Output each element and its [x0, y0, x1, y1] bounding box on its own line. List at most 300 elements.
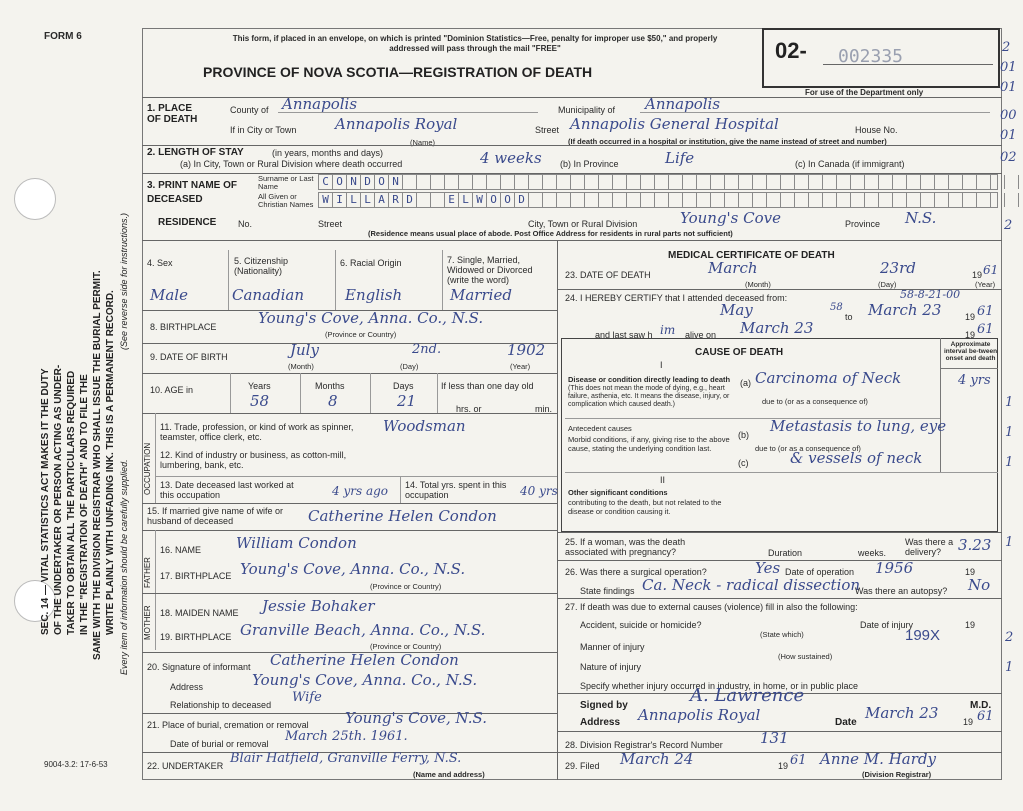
relationship-value: Wife: [292, 690, 322, 705]
signed-date-label: Date: [835, 717, 857, 728]
name-char-box: [808, 193, 822, 207]
col-line-race: [442, 250, 443, 310]
name-char-box: [710, 175, 724, 189]
form-code: 9004-3.2: 17-6-53: [44, 760, 108, 769]
autopsy-label: Was there an autopsy?: [855, 586, 948, 596]
margin-code: 1: [1005, 395, 1014, 410]
parents-bar: [155, 530, 156, 650]
roman-1: I: [660, 360, 663, 370]
death-month-hint: (Month): [745, 280, 771, 289]
stay-b-label: (b) In Province: [560, 159, 619, 169]
res-province-value: N.S.: [905, 209, 937, 227]
informant-label: 20. Signature of informant: [147, 662, 251, 672]
dob-year: 1902: [507, 341, 546, 359]
statute-line-6: WRITE PLAINLY WITH UNFADING INK. THIS IS A PERMANENT RECORD.: [105, 290, 116, 635]
county-line: [278, 112, 538, 113]
alive-on-value: March 23: [740, 319, 814, 337]
signed-year: 61: [977, 709, 994, 724]
cause-a-value: Carcinoma of Neck: [755, 369, 902, 387]
days-label: Days: [393, 381, 414, 391]
manner-label: Manner of injury: [580, 642, 645, 652]
cert-code: 58-8-21-00: [900, 288, 961, 301]
name-char-box: [416, 193, 430, 207]
res-no-label: No.: [238, 219, 253, 229]
filed-date-value: March 24: [620, 750, 694, 768]
sex-value: Male: [150, 286, 188, 304]
mail-notice: This form, if placed in an envelope, on which is printed "Dominion Statistics—Free, penalty for improper use $50," and properly addressed will pass through the mail "FREE": [232, 34, 718, 53]
stay-c-label: (c) In Canada (if immigrant): [795, 159, 905, 169]
name-char-box: [822, 193, 836, 207]
burial-date-value: March 25th. 1961.: [285, 729, 408, 744]
name-char-box: [836, 193, 850, 207]
burial-date-label: Date of burial or removal: [170, 739, 269, 749]
attended-from: May: [720, 301, 753, 319]
name-char-box: [570, 193, 584, 207]
name-char-box: [1004, 175, 1018, 189]
margin-code: 01: [1000, 80, 1017, 95]
reverse-note: (See reverse side for instructions.): [119, 212, 129, 350]
margin-code: 1: [1005, 455, 1014, 470]
relationship-label: Relationship to deceased: [170, 700, 272, 710]
informant-address-value: Young's Cove, Anna. Co., N.S.: [252, 671, 478, 689]
name-char-box: [654, 175, 668, 189]
signed-by-value: A. Lawrence: [690, 685, 805, 706]
age-col-1: [230, 373, 231, 413]
signed-date-value: March 23: [865, 704, 939, 722]
county-label: County of: [230, 105, 269, 115]
death-year-hint: (Year): [975, 280, 996, 289]
stay-hint: (in years, months and days): [272, 148, 384, 158]
findings-value: Ca. Neck - radical dissection: [642, 576, 861, 594]
center-divider: [557, 240, 558, 780]
mother-maiden-label: 18. MAIDEN NAME: [160, 608, 239, 618]
name-char-box: [920, 175, 934, 189]
name-char-box: R: [388, 193, 402, 207]
city-label: If in City or Town: [230, 125, 297, 135]
name-char-box: [500, 175, 514, 189]
citizenship-label: 5. Citizenship (Nationality): [234, 256, 289, 276]
delivery-value: 3.23: [958, 536, 992, 554]
undertaker-label: 22. UNDERTAKER: [147, 761, 224, 771]
other-cond-note: contributing to the death, but not related to the disease or condition causing it.: [568, 498, 722, 516]
date-of-op-label: Date of operation: [785, 567, 855, 577]
father-birthplace-hint: (Province or Country): [370, 582, 442, 591]
name-char-box: [528, 193, 542, 207]
name-char-box: [626, 193, 640, 207]
cause-divider-2: [565, 472, 998, 473]
father-birthplace-value: Young's Cove, Anna. Co., N.S.: [240, 560, 466, 578]
due-to-b: due to (or as a consequence of): [762, 397, 868, 406]
name-char-box: [724, 175, 738, 189]
father-name-value: William Condon: [236, 534, 357, 552]
divider-occ: [155, 476, 557, 477]
sex-label: 4. Sex: [147, 258, 173, 268]
alive-year-prefix: 19: [965, 330, 976, 340]
birthplace-value: Young's Cove, Anna. Co., N.S.: [258, 309, 484, 327]
undertaker-value: Blair Hatfield, Granville Ferry, N.S.: [230, 751, 462, 766]
last-saw-label: and last saw h: [595, 330, 653, 340]
city-value: Annapolis Royal: [335, 115, 458, 133]
name-char-box: E: [444, 193, 458, 207]
divider-6: [142, 343, 557, 344]
name-char-box: [612, 193, 626, 207]
res-province-label: Province: [845, 219, 881, 229]
name-char-box: [710, 193, 724, 207]
q27-label: 27. If death was due to external causes (violence) fill in also the following:: [565, 602, 858, 612]
name-char-box: W: [472, 193, 486, 207]
hospital-note: (If death occurred in a hospital or institution, give the name instead of street and number): [568, 137, 887, 146]
print-name-label: 3. PRINT NAME OF DECEASED: [147, 180, 238, 205]
years-label: Years: [248, 381, 271, 391]
signed-by-label: Signed by: [580, 700, 628, 711]
street-value: Annapolis General Hospital: [570, 115, 779, 133]
occ-split: [400, 476, 401, 503]
informant-value: Catherine Helen Condon: [270, 651, 459, 669]
res-city-label: City, Town or Rural Division: [528, 219, 638, 229]
to-label: to: [845, 312, 853, 322]
divider-7: [142, 373, 557, 374]
divider-10: [142, 530, 557, 531]
name-char-box: [976, 175, 990, 189]
length-of-stay-label: 2. LENGTH OF STAY: [147, 147, 244, 158]
racial-value: English: [345, 286, 403, 304]
name-char-box: D: [402, 193, 416, 207]
name-char-box: D: [514, 193, 528, 207]
total-yrs-value: 40 yrs: [520, 484, 558, 498]
filed-year: 61: [790, 753, 807, 768]
name-char-box: [948, 175, 962, 189]
name-char-box: [584, 193, 598, 207]
name-char-box: [808, 175, 822, 189]
signer-address-label: Address: [580, 717, 621, 728]
name-char-box: [752, 193, 766, 207]
name-char-box: [822, 175, 836, 189]
med-cert-title: MEDICAL CERTIFICATE OF DEATH: [668, 250, 835, 261]
name-char-box: [640, 193, 654, 207]
name-char-box: [780, 193, 794, 207]
name-char-box: [934, 193, 948, 207]
name-char-box: O: [500, 193, 514, 207]
immediate-label: Disease or condition directly leading to death: [568, 375, 731, 384]
res-note: (Residence means usual place of abode. Post Office Address for residents in rural parts not sufficient): [368, 229, 733, 238]
name-char-box: [556, 175, 570, 189]
mother-label: MOTHER: [143, 605, 152, 640]
occupation-bar: [155, 413, 156, 503]
op-year: 1956: [875, 559, 914, 577]
name-char-box: [990, 193, 1004, 207]
name-char-box: [738, 193, 752, 207]
name-char-box: [752, 175, 766, 189]
cause-title: CAUSE OF DEATH: [695, 347, 784, 358]
county-value: Annapolis: [282, 95, 358, 113]
place-of-death-label: 1. PLACE OF DEATH: [147, 103, 198, 125]
trade-label: 11. Trade, profession, or kind of work as spinner, teamster, office clerk, etc.: [160, 422, 354, 442]
margin-code: 1: [1005, 535, 1014, 550]
name-char-box: [696, 175, 710, 189]
name-char-box: [990, 175, 1004, 189]
reg-number-line: [823, 64, 993, 65]
due-to-c: due to (or as a consequence of): [755, 444, 861, 453]
last-worked-label: 13. Date deceased last worked at this occupation: [160, 480, 294, 500]
weeks-label: weeks.: [858, 548, 887, 558]
form-title: PROVINCE OF NOVA SCOTIA—REGISTRATION OF DEATH: [203, 64, 593, 80]
dob-label: 9. DATE OF BIRTH: [150, 352, 228, 362]
antecedent-label: Antecedent causes: [568, 424, 632, 433]
divider-1: [142, 97, 1002, 98]
certify-label: 24. I HEREBY CERTIFY that I attended deceased from:: [565, 293, 788, 303]
name-char-box: [976, 193, 990, 207]
death-month: March: [708, 259, 758, 277]
name-char-box: [696, 193, 710, 207]
duration-label: Duration: [768, 548, 803, 558]
name-char-box: C: [318, 175, 332, 189]
signed-year-prefix: 19: [963, 717, 974, 727]
alive-on-label: alive on: [685, 330, 717, 340]
trade-value: Woodsman: [383, 417, 466, 435]
col-line-cit: [335, 250, 336, 310]
name-char-box: [542, 193, 556, 207]
name-char-box: [598, 193, 612, 207]
citizenship-value: Canadian: [232, 286, 305, 304]
birthplace-label: 8. BIRTHPLACE: [150, 322, 217, 332]
stay-a-value: 4 weeks: [480, 149, 542, 167]
divider-r4: [557, 598, 1002, 599]
name-char-box: [794, 175, 808, 189]
divider-11: [142, 593, 557, 594]
name-char-box: [780, 175, 794, 189]
divider-9: [142, 503, 557, 504]
stay-a-label: (a) In City, Town or Rural Division where death occurred: [180, 159, 403, 169]
name-char-box: [430, 175, 444, 189]
name-char-box: [1018, 175, 1023, 189]
municipality-value: Annapolis: [645, 95, 721, 113]
spouse-label: 15. If married give name of wife or husband of deceased: [147, 506, 284, 526]
age-months: 8: [328, 392, 338, 410]
name-char-box: I: [332, 193, 346, 207]
q25-label: 25. If a woman, was the death associated with pregnancy?: [565, 537, 686, 557]
date-of-injury-label: Date of injury: [860, 620, 914, 630]
dob-day: 2nd.: [412, 342, 442, 357]
other-cond-label: Other significant conditions: [568, 488, 668, 497]
name-char-box: [626, 175, 640, 189]
statute-line-1: SEC. 14 — VITAL STATISTICS ACT MAKES IT THE DUTY: [40, 368, 51, 635]
mother-birthplace-value: Granville Beach, Anna. Co., N.S.: [240, 621, 486, 639]
name-char-box: [738, 175, 752, 189]
name-char-box: [640, 175, 654, 189]
name-char-box: [906, 193, 920, 207]
margin-code: 2: [1004, 218, 1013, 233]
accident-label: Accident, suicide or homicide?: [580, 620, 702, 630]
birthplace-hint: (Province or Country): [325, 330, 397, 339]
cause-c-marker: (c): [738, 458, 749, 468]
statute-line-5: SAME WITH THE DIVISION REGISTRAR WHO SHALL ISSUE THE BURIAL PERMIT.: [92, 270, 103, 660]
form-id: FORM 6: [44, 31, 82, 42]
delivery-label: Was there a delivery?: [905, 537, 954, 557]
dob-day-hint: (Day): [400, 362, 419, 371]
name-char-box: [948, 193, 962, 207]
death-year-prefix: 19: [972, 270, 983, 280]
margin-code: 00: [1000, 108, 1017, 123]
name-char-box: [850, 193, 864, 207]
margin-code: 2: [1005, 630, 1014, 645]
statute-line-4: IN THE "REGISTRATION OF DEATH" AND TO FILE THE: [79, 374, 90, 635]
name-char-box: [514, 175, 528, 189]
name-char-box: [598, 175, 612, 189]
name-char-box: [682, 193, 696, 207]
name-char-box: L: [458, 193, 472, 207]
min-label: min.: [535, 404, 553, 414]
house-no-label: House No.: [855, 125, 898, 135]
municipality-label: Municipality of: [558, 105, 616, 115]
immediate-note: (This does not mean the mode of dying, e.g., heart failure, asthenia, etc. It means the disease, injury, or complication which caused death.): [568, 385, 730, 408]
mother-birthplace-hint: (Province or Country): [370, 642, 442, 651]
roman-2: II: [660, 475, 666, 485]
total-yrs-label: 14. Total yrs. spent in this occupation: [405, 480, 507, 500]
interval-col: [940, 338, 941, 472]
name-char-box: O: [332, 175, 346, 189]
name-char-box: [584, 175, 598, 189]
stay-b-value: Life: [665, 149, 695, 167]
divider-r2: [557, 532, 1002, 533]
registrar-signature: Anne M. Hardy: [820, 750, 936, 768]
name-char-box: [794, 193, 808, 207]
death-day: 23rd: [880, 259, 916, 277]
age-days: 21: [397, 392, 417, 410]
margin-code: 01: [1000, 128, 1017, 143]
name-char-box: N: [388, 175, 402, 189]
age-label: 10. AGE in: [150, 385, 194, 395]
name-char-box: [430, 193, 444, 207]
divider-4: [142, 240, 1002, 241]
divider-8: [142, 413, 557, 414]
months-label: Months: [315, 381, 345, 391]
burial-place-value: Young's Cove, N.S.: [345, 709, 487, 727]
name-char-box: [934, 175, 948, 189]
attended-to-prefix: 19: [965, 312, 976, 322]
state-which-hint: (State which): [760, 630, 804, 639]
undertaker-hint: (Name and address): [413, 770, 485, 779]
res-city-value: Young's Cove: [680, 209, 782, 227]
res-street-label: Street: [318, 219, 343, 229]
name-char-box: D: [360, 175, 374, 189]
date-of-death-label: 23. DATE OF DEATH: [565, 270, 651, 280]
nature-label: Nature of injury: [580, 662, 642, 672]
name-char-box: [458, 175, 472, 189]
antecedent-note: Morbid conditions, if any, giving rise to the above cause, stating the underlying condition last.: [568, 435, 730, 453]
col-line-sex: [228, 250, 229, 310]
death-year: 61: [983, 263, 999, 277]
name-char-box: [542, 175, 556, 189]
name-char-box: L: [360, 193, 374, 207]
cause-b-value: Metastasis to lung, eye: [770, 417, 947, 435]
attended-from-year: 58: [830, 302, 843, 313]
age-col-2: [300, 373, 301, 413]
mother-maiden-value: Jessie Bohaker: [262, 597, 375, 615]
name-char-box: [878, 175, 892, 189]
surname-label: Surname or Last Name: [258, 174, 314, 191]
name-char-box: [864, 175, 878, 189]
name-char-box: [766, 193, 780, 207]
name-char-box: [878, 193, 892, 207]
margin-code: 2: [1002, 40, 1011, 55]
hrs-label: hrs. or: [456, 404, 482, 414]
dob-month-hint: (Month): [288, 362, 314, 371]
injury-year-prefix: 19: [965, 620, 976, 630]
father-label: FATHER: [143, 557, 152, 588]
spouse-value: Catherine Helen Condon: [308, 507, 497, 525]
signer-address-value: Annapolis Royal: [638, 706, 761, 724]
supply-note: Every item of information should be carefully supplied.: [119, 459, 129, 675]
dept-use-note: For use of the Department only: [805, 88, 924, 97]
reg-prefix: 02-: [775, 38, 807, 63]
name-char-box: [486, 175, 500, 189]
margin-code: 1: [1005, 660, 1014, 675]
record-number-value: 131: [760, 729, 789, 747]
burial-place-label: 21. Place of burial, cremation or removal: [147, 720, 309, 730]
mother-birthplace-label: 19. BIRTHPLACE: [160, 632, 232, 642]
alive-year: 61: [977, 322, 994, 337]
name-char-box: N: [346, 175, 360, 189]
name-char-box: [892, 193, 906, 207]
father-name-label: 16. NAME: [160, 545, 202, 555]
findings-label: State findings: [580, 586, 635, 596]
name-char-box: [668, 175, 682, 189]
cause-a-marker: (a): [740, 378, 751, 388]
name-char-box: [416, 175, 430, 189]
q28-label: 28. Division Registrar's Record Number: [565, 740, 723, 750]
attended-to: March 23: [868, 301, 942, 319]
occupation-label: OCCUPATION: [143, 442, 152, 495]
statute-line-2: OF THE UNDERTAKER OR PERSON ACTING AS UNDER-: [53, 364, 64, 635]
cause-b-marker: (b): [738, 430, 749, 440]
name-char-box: [962, 175, 976, 189]
name-char-box: [892, 175, 906, 189]
less-than-day: If less than one day old: [441, 381, 534, 391]
interval-line: [940, 368, 998, 369]
name-char-box: [962, 193, 976, 207]
name-char-box: [402, 175, 416, 189]
dob-year-hint: (Year): [510, 362, 531, 371]
name-char-box: W: [318, 193, 332, 207]
name-char-box: [906, 175, 920, 189]
given-label: All Given or Christian Names: [258, 192, 314, 209]
surgery-value: Yes: [755, 559, 781, 577]
name-char-box: [570, 175, 584, 189]
divider-2: [142, 145, 1002, 146]
name-char-box: O: [486, 193, 500, 207]
industry-label: 12. Kind of industry or business, as cotton-mill, lumbering, bank, etc.: [160, 450, 347, 470]
how-hint: (How sustained): [778, 652, 833, 661]
statute-line-3: TAKER TO OBTAIN ALL THE PARTICULARS REQUIRED: [66, 370, 77, 635]
residence-label: RESIDENCE: [158, 217, 217, 228]
name-char-box: [668, 193, 682, 207]
age-years: 58: [250, 392, 270, 410]
reg-number: 002335: [838, 46, 904, 67]
autopsy-value: No: [968, 576, 991, 594]
q29-label: 29. Filed: [565, 761, 600, 771]
cause-c-value: & vessels of neck: [790, 449, 923, 467]
name-char-box: [920, 193, 934, 207]
name-char-box: [612, 175, 626, 189]
father-birthplace-label: 17. BIRTHPLACE: [160, 571, 232, 581]
margin-code: 02: [1000, 150, 1017, 165]
name-char-box: [836, 175, 850, 189]
name-char-box: L: [346, 193, 360, 207]
age-col-3: [370, 373, 371, 413]
marital-value: Married: [450, 286, 512, 304]
street-label: Street: [535, 125, 560, 135]
name-char-box: [654, 193, 668, 207]
